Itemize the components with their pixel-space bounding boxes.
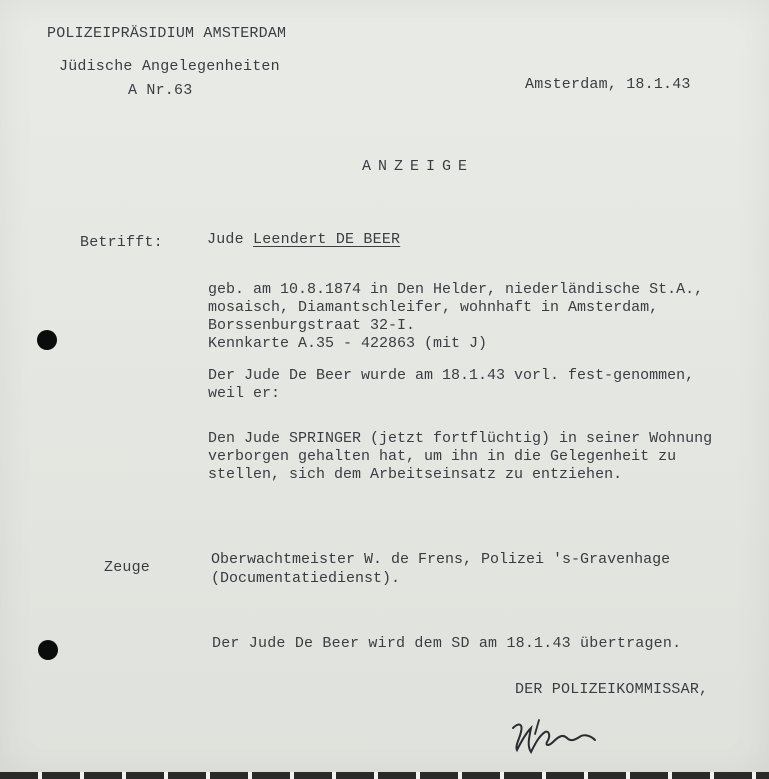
arrest-reason: Den Jude SPRINGER (jetzt fortflüchtig) in seiner Wohnung verborgen gehalten hat, um ihn in die Gelegenheit zu stellen, sich dem Arbeitseinsatz zu entziehen. — [208, 430, 713, 483]
department-line: Jüdische Angelegenheiten — [59, 58, 280, 75]
witness-label: Zeuge — [104, 559, 151, 576]
arrest-statement: Der Jude De Beer wurde am 18.1.43 vorl. fest-genommen, weil er: — [208, 367, 695, 402]
document-title: ANZEIGE — [362, 158, 475, 175]
file-number: A Nr.63 — [128, 82, 193, 99]
handwritten-signature — [505, 710, 605, 770]
document-date: Amsterdam, 18.1.43 — [525, 76, 691, 93]
subject-name: Leendert DE BEER — [253, 231, 401, 248]
authority-header: POLIZEIPRÄSIDIUM AMSTERDAM — [47, 25, 287, 42]
person-details: geb. am 10.8.1874 in Den Helder, niederländische St.A., mosaisch, Diamantschleifer, wohnhaft in Amsterdam, Borssenburgstraat 32-I. Kennkarte A.35 - 422863 (mit J) — [208, 281, 704, 352]
transfer-statement: Der Jude De Beer wird dem SD am 18.1.43 übertragen. — [212, 635, 682, 652]
punch-hole-bottom — [38, 640, 58, 660]
punch-hole-top — [37, 330, 57, 350]
witness-text: Oberwachtmeister W. de Frens, Polizei 's-Gravenhage (Documentatiedienst). — [211, 551, 671, 587]
subject-label: Betrifft: — [80, 234, 163, 251]
subject-line — [207, 231, 400, 248]
scan-edge-strip — [0, 772, 769, 779]
subject-prefix: Jude — [207, 231, 244, 248]
signature-title: DER POLIZEIKOMMISSAR, — [515, 681, 709, 698]
